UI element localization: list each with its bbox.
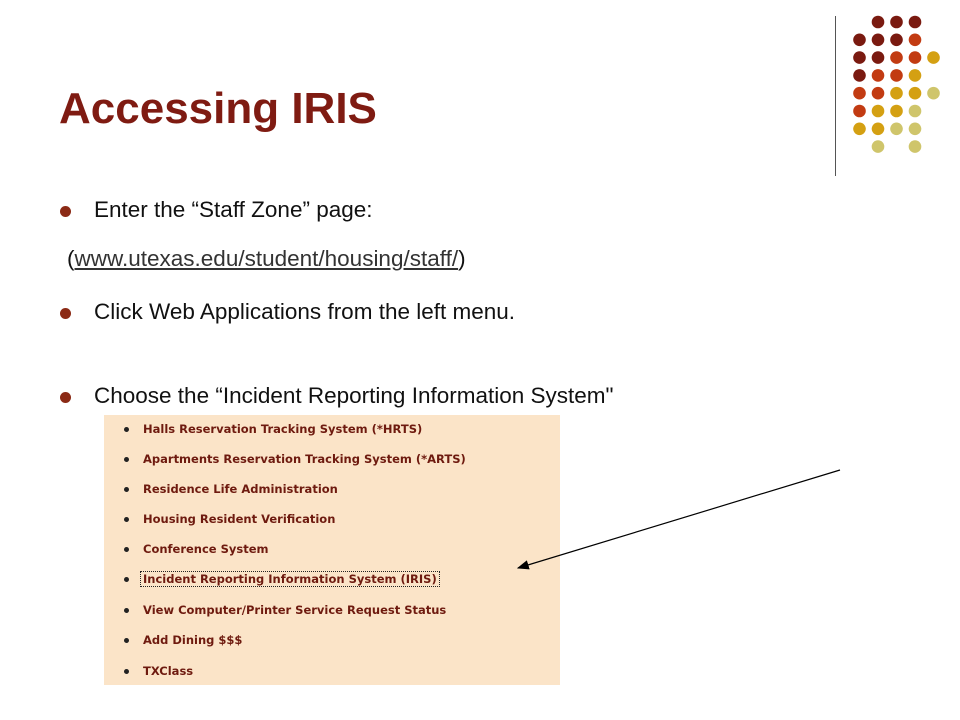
- menu-item-label[interactable]: Halls Reservation Tracking System (*HRTS): [143, 422, 423, 436]
- decorative-dot: [872, 123, 885, 136]
- bullet-text: Choose the “Incident Reporting Information System": [94, 383, 614, 408]
- menu-item-iris[interactable]: [104, 570, 560, 590]
- decorative-dot: [890, 105, 903, 118]
- list-bullet-icon: [124, 638, 129, 643]
- list-bullet-icon: [124, 547, 129, 552]
- bullet-choose-iris: [60, 385, 840, 413]
- decorative-dot: [872, 87, 885, 100]
- decorative-dot: [909, 16, 922, 29]
- decorative-dot: [890, 123, 903, 136]
- menu-item-label[interactable]: Add Dining $$$: [143, 633, 243, 647]
- decorative-dot: [927, 51, 940, 64]
- decorative-dot: [909, 51, 922, 64]
- decorative-dot: [872, 140, 885, 153]
- list-bullet-icon: [124, 517, 129, 522]
- decorative-dot: [909, 105, 922, 118]
- bullet-staff-zone: [60, 199, 760, 227]
- url-suffix: ): [458, 246, 466, 271]
- menu-item-label[interactable]: Conference System: [143, 542, 269, 556]
- decorative-dot: [872, 69, 885, 82]
- decorative-dot: [872, 51, 885, 64]
- slide-title: Accessing IRIS: [59, 84, 377, 133]
- menu-item-add-dining[interactable]: [104, 631, 560, 651]
- decorative-dot: [909, 123, 922, 136]
- decorative-dot: [909, 140, 922, 153]
- web-applications-menu-screenshot: [104, 415, 560, 685]
- decorative-dot: [909, 69, 922, 82]
- decorative-dot: [909, 87, 922, 100]
- bullet-dot-icon: [60, 392, 71, 403]
- list-bullet-icon: [124, 427, 129, 432]
- decorative-dot: [890, 51, 903, 64]
- menu-item-label[interactable]: Housing Resident Verification: [143, 512, 336, 526]
- list-bullet-icon: [124, 457, 129, 462]
- decorative-dot: [853, 87, 866, 100]
- decorative-dot: [890, 69, 903, 82]
- arrow-line-icon: [518, 470, 840, 568]
- decorative-dot: [890, 87, 903, 100]
- menu-item-hrts[interactable]: [104, 420, 560, 440]
- menu-item-residence-life[interactable]: [104, 480, 560, 500]
- staff-zone-link[interactable]: www.utexas.edu/student/housing/staff/: [74, 246, 459, 271]
- url-prefix: (: [67, 246, 75, 271]
- decorative-dot: [909, 34, 922, 47]
- decorative-dot: [890, 34, 903, 47]
- staff-zone-url-line: [67, 248, 466, 271]
- menu-item-txclass[interactable]: [104, 662, 560, 682]
- bullet-text: Enter the “Staff Zone” page:: [94, 197, 373, 222]
- bullet-web-applications: [60, 301, 760, 329]
- menu-item-label[interactable]: View Computer/Printer Service Request Status: [143, 603, 447, 617]
- list-bullet-icon: [124, 608, 129, 613]
- bullet-text: Click Web Applications from the left menu.: [94, 299, 516, 324]
- decorative-dot: [872, 34, 885, 47]
- decorative-dot: [890, 16, 903, 29]
- bullet-dot-icon: [60, 308, 71, 319]
- decorative-dot: [853, 123, 866, 136]
- list-bullet-icon: [124, 577, 129, 582]
- menu-item-label[interactable]: TXClass: [143, 664, 194, 678]
- list-bullet-icon: [124, 487, 129, 492]
- decorative-dot: [853, 105, 866, 118]
- menu-item-arts[interactable]: [104, 450, 560, 470]
- menu-item-label[interactable]: Apartments Reservation Tracking System (*ARTS): [143, 452, 466, 466]
- decorative-dot: [853, 34, 866, 47]
- list-bullet-icon: [124, 669, 129, 674]
- menu-item-conference[interactable]: [104, 540, 560, 560]
- menu-item-label[interactable]: Incident Reporting Information System (IRIS): [143, 572, 437, 586]
- bullet-dot-icon: [60, 206, 71, 217]
- menu-item-label[interactable]: Residence Life Administration: [143, 482, 338, 496]
- decorative-dot: [927, 87, 940, 100]
- menu-item-resident-verification[interactable]: [104, 510, 560, 530]
- decorative-dot: [853, 51, 866, 64]
- divider-line: [835, 16, 836, 176]
- menu-item-service-request-status[interactable]: [104, 601, 560, 621]
- decorative-dot: [872, 105, 885, 118]
- decorative-dot: [872, 16, 885, 29]
- decorative-dot: [853, 69, 866, 82]
